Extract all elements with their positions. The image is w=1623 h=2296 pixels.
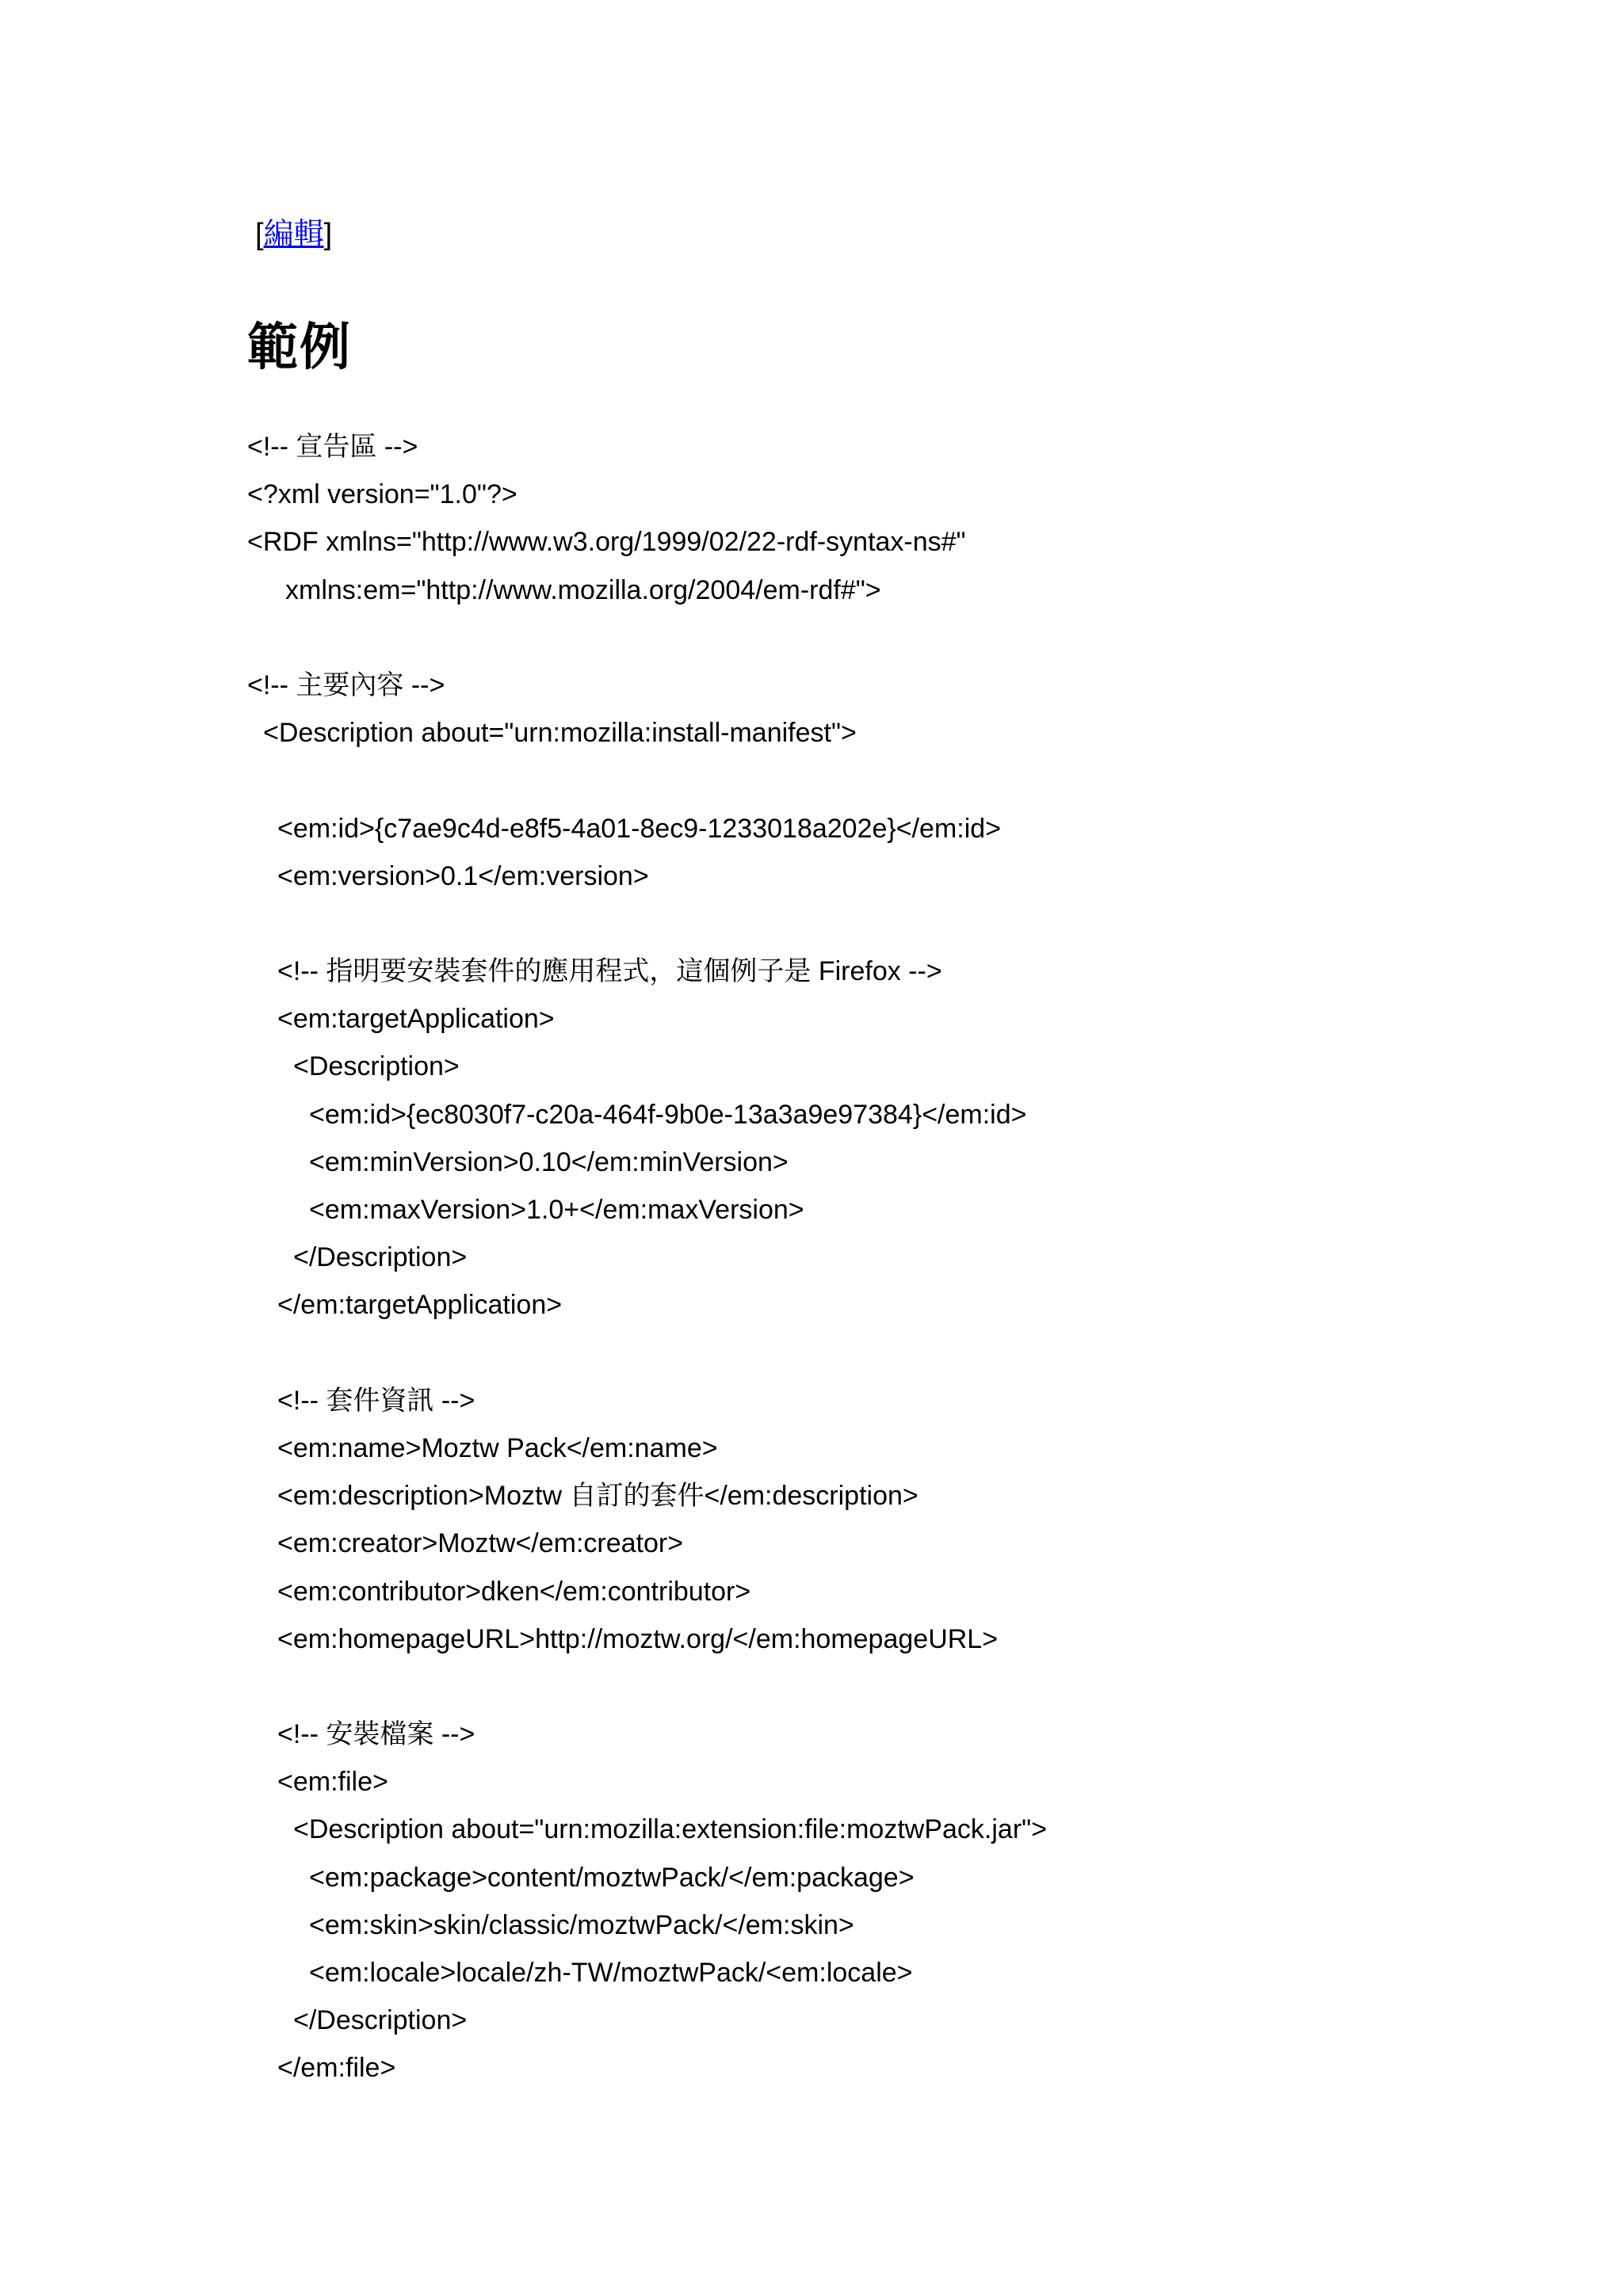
code-line-file-description-close: </Description> (293, 2005, 468, 2036)
code-line-em-id: <em:id>{c7ae9c4d-e8f5-4a01-8ec9-1233018a202e}</em:id> (277, 813, 1002, 844)
code-line-em-contributor: <em:contributor>dken</em:contributor> (277, 1576, 751, 1607)
code-line-comment-install-files: <!-- 安裝檔案 --> (277, 1719, 475, 1750)
code-line-em-package: <em:package>content/moztwPack/</em:package> (309, 1862, 915, 1893)
code-line-blank (247, 757, 1515, 804)
code-line-em-creator: <em:creator>Moztw</em:creator> (277, 1528, 684, 1559)
code-line-em-skin: <em:skin>skin/classic/moztwPack/</em:skin> (309, 1909, 854, 1940)
code-line-blank (247, 614, 1515, 662)
code-line-comment-declaration: <!-- 宣告區 --> (247, 432, 418, 462)
code-line-inner-description-open: <Description> (293, 1051, 460, 1082)
code-line-em-name: <em:name>Moztw Pack</em:name> (277, 1432, 718, 1463)
edit-close-bracket: ] (323, 218, 333, 251)
code-line-target-app-open: <em:targetApplication> (277, 1004, 555, 1035)
code-line-description-open: <Description about="urn:mozilla:install-manifest"> (263, 718, 857, 749)
code-line-target-app-close: </em:targetApplication> (277, 1290, 563, 1321)
page-title: 範例 (247, 318, 352, 376)
code-line-blank (247, 1663, 1515, 1711)
code-line-em-file-open: <em:file> (277, 1767, 388, 1798)
code-line-max-version: <em:maxVersion>1.0+</em:maxVersion> (309, 1195, 804, 1225)
code-line-em-file-close: </em:file> (277, 2053, 396, 2084)
code-line-em-description: <em:description>Moztw 自訂的套件</em:description> (277, 1481, 918, 1512)
code-line-inner-description-close: </Description> (293, 1242, 468, 1273)
code-line-comment-target-app: <!-- 指明要安裝套件的應用程式，這個例子是 Firefox --> (277, 956, 942, 987)
code-line-target-em-id: <em:id>{ec8030f7-c20a-464f-9b0e-13a3a9e97384}</em:id> (309, 1099, 1027, 1130)
code-line-blank (247, 1329, 1515, 1377)
edit-open-bracket: [ (255, 218, 264, 251)
code-line-xmlns-em: xmlns:em="http://www.mozilla.org/2004/em-rdf#"> (285, 574, 881, 605)
code-block (247, 423, 1515, 2092)
code-line-em-locale: <em:locale>locale/zh-TW/moztwPack/<em:locale> (309, 1958, 913, 1988)
edit-link[interactable]: 編輯 (263, 218, 324, 251)
code-line-em-version: <em:version>0.1</em:version> (277, 860, 649, 891)
edit-section-link (255, 211, 332, 258)
code-line-min-version: <em:minVersion>0.10</em:minVersion> (309, 1146, 789, 1177)
code-line-xml-decl: <?xml version="1.0"?> (247, 479, 517, 510)
code-line-comment-main: <!-- 主要內容 --> (247, 669, 445, 700)
code-line-comment-package-info: <!-- 套件資訊 --> (277, 1385, 475, 1416)
code-line-em-homepage-url: <em:homepageURL>http://moztw.org/</em:homepageURL> (277, 1623, 999, 1654)
code-line-file-description-open: <Description about="urn:mozilla:extension:file:moztwPack.jar"> (293, 1814, 1048, 1845)
code-line-blank (247, 900, 1515, 948)
code-line-rdf-open: <RDF xmlns="http://www.w3.org/1999/02/22-rdf-syntax-ns#" (247, 527, 966, 558)
